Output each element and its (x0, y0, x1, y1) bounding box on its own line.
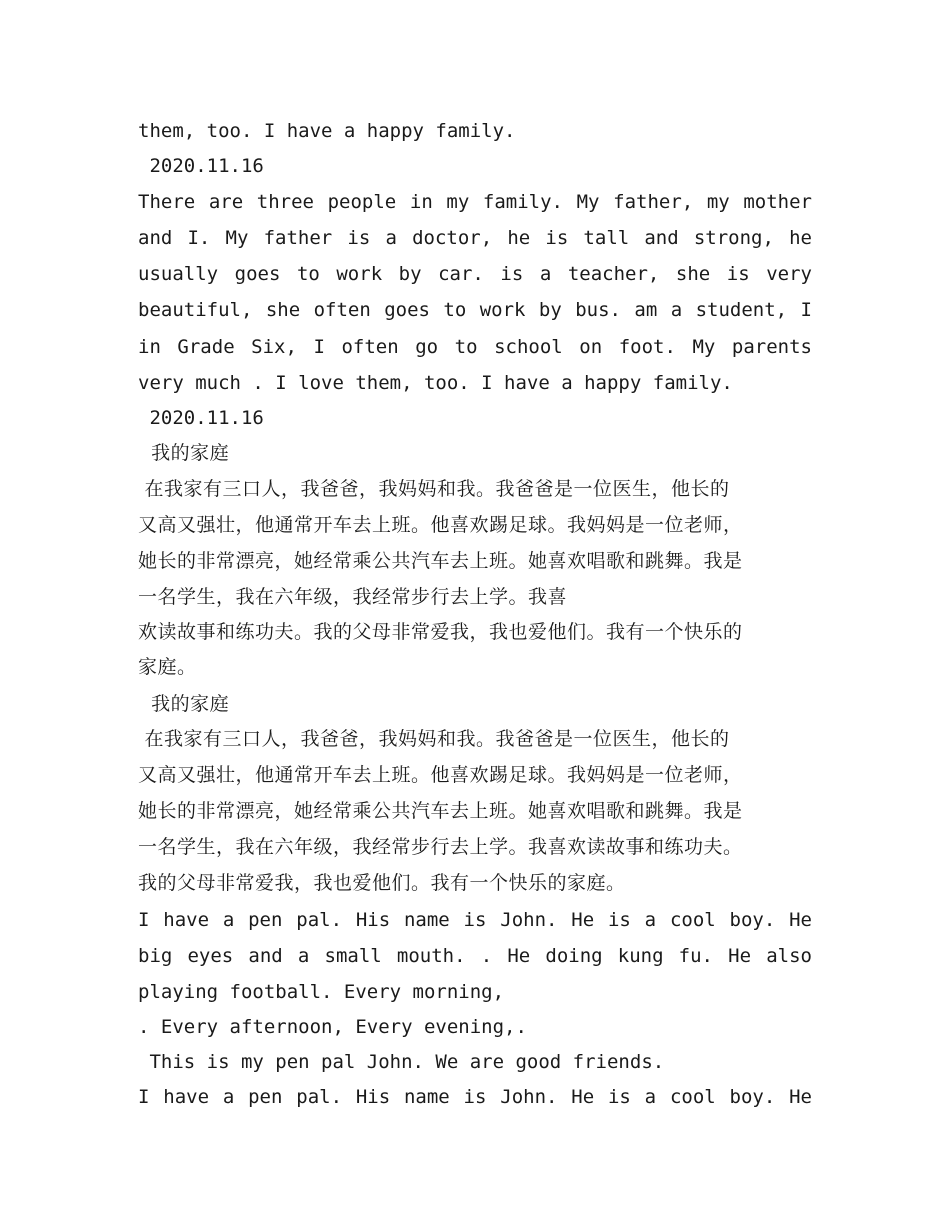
text-line: and I. My father is a doctor, he is tall and strong, he (138, 227, 812, 249)
text-line: 在我家有三口人，我爸爸，我妈妈和我。我爸爸是一位医生，他长的 (138, 478, 730, 500)
heading-line: 我的家庭 (138, 442, 230, 464)
text-line: . Every afternoon, Every evening,. (138, 1016, 527, 1038)
text-line: 又高又强壮，他通常开车去上班。他喜欢踢足球。我妈妈是一位老师， (138, 764, 743, 786)
heading-line: 我的家庭 (138, 693, 230, 715)
text-line: 她长的非常漂亮，她经常乘公共汽车去上班。她喜欢唱歌和跳舞。我是 (138, 800, 743, 822)
text-line: I have a pen pal. His name is John. He is a cool boy. He (138, 909, 812, 931)
text-line: 又高又强壮，他通常开车去上班。他喜欢踢足球。我妈妈是一位老师， (138, 514, 743, 536)
text-line: 在我家有三口人，我爸爸，我妈妈和我。我爸爸是一位医生，他长的 (138, 728, 730, 750)
text-line: 她长的非常漂亮，她经常乘公共汽车去上班。她喜欢唱歌和跳舞。我是 (138, 550, 743, 572)
date-line: 2020.11.16 (138, 407, 264, 429)
text-line: There are three people in my family. My father, my mother (138, 191, 812, 213)
text-line: I have a pen pal. His name is John. He is a cool boy. He (138, 1086, 812, 1108)
text-line: them, too. I have a happy family. (138, 120, 516, 142)
text-line: 欢读故事和练功夫。我的父母非常爱我，我也爱他们。我有一个快乐的 (138, 621, 743, 643)
text-line: 家庭。 (138, 656, 197, 678)
text-line: big eyes and a small mouth. . He doing kung fu. He also (138, 945, 812, 967)
text-line: very much . I love them, too. I have a happy family. (138, 372, 733, 394)
text-line: This is my pen pal John. We are good friends. (138, 1051, 665, 1073)
text-line: 我的父母非常爱我，我也爱他们。我有一个快乐的家庭。 (138, 872, 626, 894)
text-line: in Grade Six, I often go to school on foot. My parents (138, 336, 812, 358)
text-line: playing football. Every morning, (138, 981, 505, 1003)
text-line: 一名学生，我在六年级，我经常步行去上学。我喜欢读故事和练功夫。 (138, 836, 743, 858)
text-line: usually goes to work by car. is a teacher, she is very (138, 263, 812, 285)
text-line: beautiful, she often goes to work by bus. am a student, I (138, 299, 812, 321)
date-line: 2020.11.16 (138, 155, 264, 177)
text-line: 一名学生，我在六年级，我经常步行去上学。我喜 (138, 586, 568, 608)
